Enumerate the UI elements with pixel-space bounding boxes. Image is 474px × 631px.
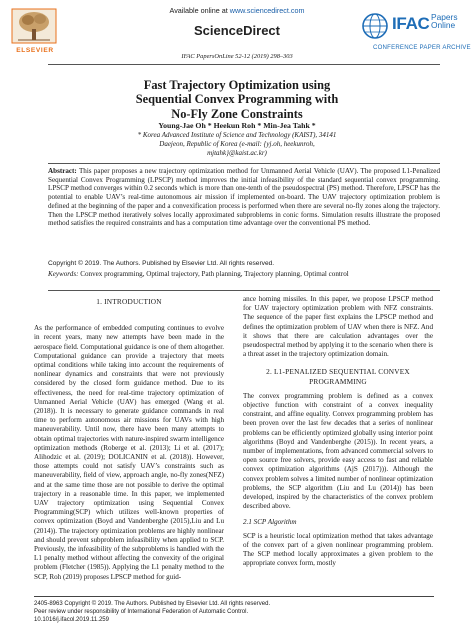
conference-archive-label: CONFERENCE PAPER ARCHIVE [373, 44, 471, 51]
abstract-text: This paper proposes a new trajectory optimization method for Unmanned Aerial Vehicle (UAV). The proposed L1-Penalized Sequential Convex Programming (LPSCP) method improves the initial infeasibility of the standard sequential convex programming. LPSCP method converges within 0.2 seconds which is more than one-tenth of the pseudospectral (PS) method. Therefore, LPSCP has the potential to enable UAV’s real-time autonomous air mission if implemented on-board. The UAV trajectory optimization problem is defined at the beginning of the paper and a convexification process is performed when there are several no-fly zones along the trajectory. Then the LPSCP method iteratively solves locally approximated subproblems in conic forms. Simulation results illustrate the proposed method satisfies the required constraints and has a computation time advantage over the conventional PS method. [48, 167, 440, 228]
header-divider [48, 64, 440, 65]
journal-reference [0, 53, 474, 60]
title-line-2: Sequential Convex Programming with [135, 92, 339, 107]
section-1-heading: 1. INTRODUCTION [96, 297, 162, 306]
footer-doi[interactable]: 10.1016/j.ifacol.2019.11.259 [34, 617, 109, 624]
abstract-label: Abstract: [48, 167, 77, 175]
section-2-heading [243, 367, 433, 385]
sciencedirect-brand[interactable]: ScienceDirect [194, 23, 280, 38]
section-2-heading-line-2: PROGRAMMING [309, 376, 367, 386]
paper-title [0, 78, 474, 121]
section-1-paragraph: As the performance of embedded computing continues to evolve in recent years, many new attempts have been made in the aerospace field. Computational guidance is one of them altogether. Computational guidance can provide a trajectory that meets optimal conditions while taking into account the requirements of nonlinear dynamics and constraints that were not previously considered by the closed form guidance method. Due to its effectiveness, the need for real-time trajectory optimization of Unmanned Aerial Vehicle (UAV) has emerged (Wang et al. (2018)). It is necessary to generate guidance commands in real time to perform autonomous air missions for UAVs with high maneuverability. Until now, there have been many attempts to obtain optimal trajectories with nature-inspired swarm intelligence optimization methods (Roberge et al. (2013); Li et al. (2017); Alihodzic et al. (2019); DOLICANIN et al. (2018)). However, those attempts could not satisfy UAV’s constraints such as maneuverability, field of view, approach angle, no-fly zones(NFZ) and at the same time those are not possible to derive the optimal trajectory in a reasonable time. In this paper, we implemented UAV trajectory optimization using Sequential Convex Programming(SCP) which utilizes well-known properties of convex optimization (Boyd and Vandenberghe (2015),Liu and Lu (2014)). The trajectory optimization problems are highly nonlinear and should prevent subproblem infeasibility when applied to SCP. Previously, the infeasibility of the subproblems is handled with the L1 penalty method without affecting the convexity of the original problem (Fletcher (1985)). Applying the L1 penalty method to the SCP, Roh (2019) proposes LPSCP method for guid- [34, 324, 224, 581]
availability-prefix: Available online at [169, 6, 228, 15]
section-2-1-heading: 2.1 SCP Algorithm [243, 518, 297, 527]
introduction-continued-paragraph: ance homing missiles. In this paper, we propose LPSCP method for UAV trajectory optimization problem with NFZ constraints. The sequence of the paper first explains the LPSCP method and defines the optimization problem of UAV when there is NFZ. And it shows that there are calculation advantages over the pseudospectral method by applying it to the scenario when there is a threat asset in the trajectory optimization domain. [243, 295, 433, 359]
sciencedirect-link[interactable]: www.sciencedirect.com [229, 6, 305, 15]
title-line-1: Fast Trajectory Optimization using [143, 78, 331, 92]
affiliation-line-2: Daejeon, Republic of Korea (e-mail: {yj.oh, heekunroh, [159, 139, 315, 148]
online-word: Online [431, 20, 456, 31]
elsevier-wordmark: ELSEVIER [16, 47, 54, 54]
ifac-wordmark: IFAC [392, 14, 430, 33]
papers-word: Papers [431, 12, 458, 22]
journal-reference-text: IFAC PapersOnLine 52-12 (2019) 298–303 [181, 53, 293, 60]
footer-rule [34, 596, 434, 597]
abstract-bottom-rule [48, 290, 440, 291]
author-affiliation [0, 131, 474, 157]
title-line-3: No-Fly Zone Constraints [171, 106, 303, 121]
keywords [48, 270, 440, 279]
copyright-notice: Copyright © 2019. The Authors. Published by Elsevier Ltd. All rights reserved. [48, 260, 275, 267]
keywords-text: Convex programming, Optimal trajectory, Path planning, Trajectory planning, Optimal control [80, 270, 349, 278]
right-column [243, 295, 433, 568]
keywords-label: Keywords: [48, 270, 79, 278]
abstract-top-rule [48, 163, 440, 164]
section-2-1-paragraph: SCP is a heuristic local optimization method that takes advantage of the convex part of a given nonlinear programming problem. The SCP method locally approximates a given problem to the appropriate convex form, mostly [243, 531, 433, 568]
paper-authors: Young-Jae Oh * Heekun Roh * Min-Jea Tahk * [158, 121, 316, 130]
section-2-paragraph: The convex programming problem is defined as a convex objective function with constraint of a convex inequality constraint, and affine equality. Convex programming problem has been proven over the last few decades that a series of nonlinear problems can be efficiently optimized globally using interior point algorithms (Boyd and Vandenberghe (2015)). In recent years, a number of implementations, from advanced commercial solvers to open source free solvers, provide easy access to fast and reliable convex optimization algorithms (AjS (2017))). Although the convex problem solves a limited number of nonlinear optimization problems, the SCP algorithm (Liu and Lu (2014)) has been developed, inspired by the characteristics of the convex problem described above. [243, 391, 433, 511]
section-2-heading-line-1: 2. L1-PENALIZED SEQUENTIAL CONVEX [266, 367, 410, 377]
affiliation-line-3: mjtahk}@kaist.ac.kr) [207, 148, 267, 157]
papers-online-wordmark [431, 13, 458, 30]
affiliation-line-1: * Korea Advanced Institute of Science and Technology (KAIST), 34141 [137, 131, 337, 139]
footer-peer-review: Peer review under responsibility of International Federation of Automatic Control. [34, 609, 249, 616]
page-footer [34, 600, 434, 625]
left-column [34, 295, 224, 582]
abstract [48, 167, 440, 228]
footer-copyright: 2405-8963 Copyright © 2019. The Authors. Published by Elsevier Ltd. All rights reserved. [34, 601, 271, 607]
